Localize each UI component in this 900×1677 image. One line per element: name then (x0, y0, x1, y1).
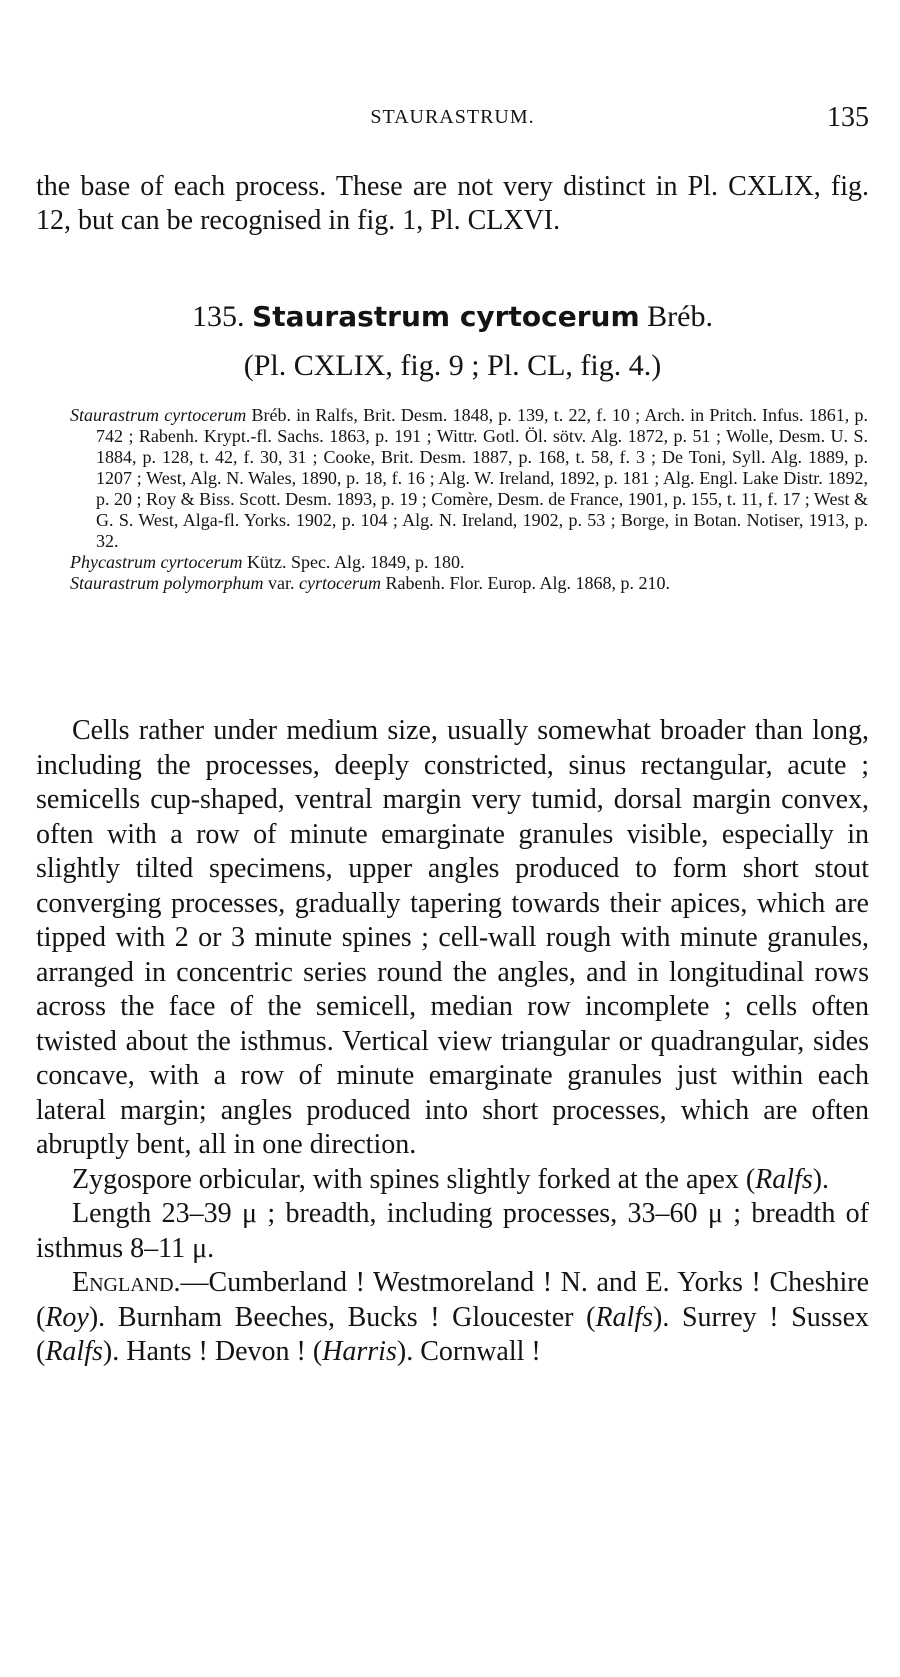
zygospore-authority: Ralfs (755, 1163, 813, 1195)
distribution-authority: Ralfs (45, 1336, 103, 1367)
synonym-var-label: var. (268, 573, 295, 593)
species-heading (36, 300, 869, 334)
distribution-region: England. (72, 1267, 181, 1298)
description-paragraph: Cells rather under medium size, usually somewhat broader than long, including the processes, deeply constricted, sinus rectangular, acute ; semicells cup-shaped, ventral margin very tumid, dorsal margin convex, often with a row of minute emarginate granules visible, especially in slightly tilted specimens, upper angles produced to form short stout converging processes, gradually tapering towards their apices, which are tipped with 2 or 3 minute spines ; cell-wall rough with minute granules, arranged in concentric series round the angles, and in longitudinal rows across the face of the semicell, median row incomplete ; cells often twisted about the isthmus. Vertical view triangular or quadrangular, sides concave, with a row of minute emarginate granules just within each lateral margin; angles produced into short processes, which are often abruptly bent, all in one direction. (36, 715, 869, 1160)
distribution-text: Burnham Beeches, Bucks ! Gloucester (117, 1301, 574, 1333)
synonymy-list (70, 405, 868, 594)
synonym-citation: Rabenh. Flor. Europ. Alg. 1868, p. 210. (385, 573, 670, 593)
synonym-taxon: Phycastrum cyrtocerum (70, 552, 243, 572)
page-number: 135 (827, 102, 869, 133)
distribution-text: Surrey ! Sussex (681, 1301, 870, 1333)
synonymy-entry (70, 573, 868, 594)
plate-reference: (Pl. CXLIX, fig. 9 ; Pl. CL, fig. 4.) (243, 349, 662, 382)
distribution-text: Hants ! Devon ! (126, 1336, 306, 1367)
synonym-var-taxon: cyrtocerum (299, 573, 381, 593)
distribution-authority: Roy (45, 1301, 89, 1333)
distribution-paragraph: England.—Cumberland ! Westmoreland ! N. and E. Yorks ! Cheshire (Roy). Burnham Beeches, Bucks ! Gloucester (Ralfs). Surrey ! Sussex (Ralfs). Hants ! Devon ! (Harris). Cornwall ! (36, 1267, 870, 1367)
distribution-text: —Cumberland ! Westmoreland ! N. and E. Yorks ! Cheshire (180, 1267, 869, 1298)
running-head (36, 102, 869, 136)
measurements-paragraph: Length 23–39 μ ; breadth, including processes, 33–60 μ ; breadth of isthmus 8–11 μ. (36, 1198, 869, 1264)
species-description (36, 714, 869, 1370)
zygospore-paragraph: Zygospore orbicular, with spines slightly forked at the apex (Ralfs). (72, 1163, 830, 1195)
distribution-authority: Harris (322, 1336, 397, 1367)
running-title: STAURASTRUM. (370, 106, 535, 128)
synonym-citation: Kütz. Spec. Alg. 1849, p. 180. (246, 552, 465, 572)
synonym-taxon: Staurastrum polymorphum (70, 573, 264, 593)
synonym-taxon: Staurastrum cyrtocerum (70, 405, 247, 425)
synonymy-entry (70, 552, 868, 573)
carry-over-paragraph: the base of each process. These are not very distinct in Pl. CXLIX, fig. 12, but can be recognised in fig. 1, Pl. CLXVI. (36, 171, 869, 236)
distribution-authority: Ralfs (595, 1301, 653, 1333)
synonym-citation: Bréb. in Ralfs, Brit. Desm. 1848, p. 139, t. 22, f. 10 ; Arch. in Pritch. Infus. 1861, p. 742 ; Rabenh. Krypt.-fl. Sachs. 1863, p. 191 ; Wittr. Gotl. Öl. sötv. Alg. 1872, p. 51 ; Wolle, Desm. U. S. 1884, p. 128, t. 42, f. 30, 31 ; Cooke, Brit. Desm. 1887, p. 168, t. 58, f. 3 ; De Toni, Syll. Alg. 1889, p. 1207 ; West, Alg. N. Wales, 1890, p. 18, f. 16 ; Alg. W. Ireland, 1892, p. 181 ; Alg. Engl. Lake Distr. 1892, p. 20 ; Roy & Biss. Scott. Desm. 1893, p. 19 ; Comère, Desm. de France, 1901, p. 155, t. 11, f. 17 ; West & G. S. West, Alga-fl. Yorks. 1902, p. 104 ; Alg. N. Ireland, 1902, p. 53 ; Borge, in Botan. Notiser, 1913, p. 32. (96, 405, 869, 551)
species-name: Staurastrum cyrtocerum (252, 300, 640, 333)
zygospore-text: Zygospore orbicular, with spines slightly forked at the apex (72, 1163, 739, 1195)
species-number: 135. (192, 300, 245, 333)
synonymy-entry (70, 405, 868, 552)
distribution-text: Cornwall ! (420, 1336, 541, 1367)
species-authority: Bréb. (647, 300, 713, 333)
